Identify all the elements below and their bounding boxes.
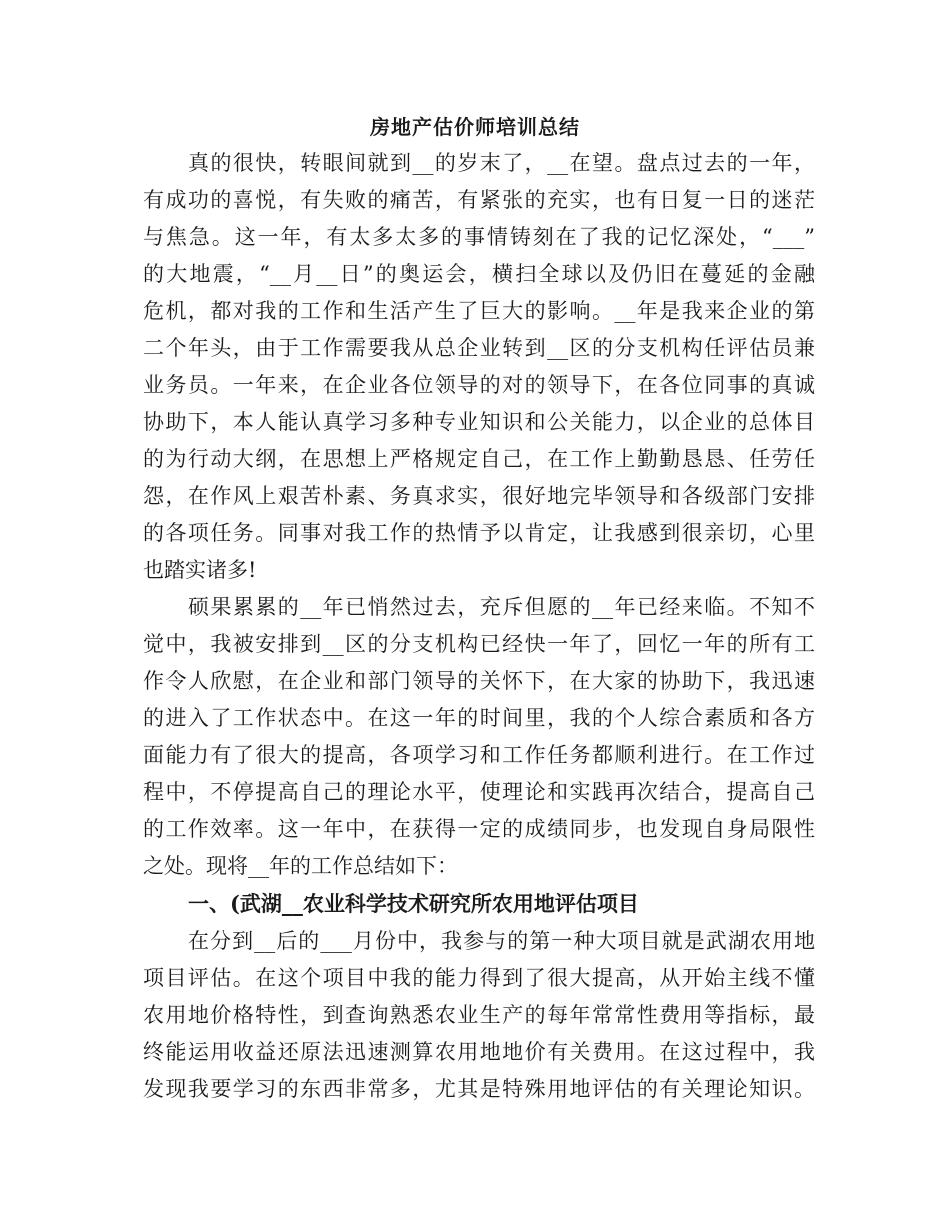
paragraph-line: 程中，不停提高自己的理论水平，使理论和实践再次结合，提高自己: [143, 780, 815, 804]
paragraph-line: 协助下，本人能认真学习多种专业知识和公关能力，以企业的总体目: [143, 410, 815, 434]
paragraph-line: 项目评估。在这个项目中我的能力得到了很大提高，从开始主线不懂: [143, 966, 815, 990]
paragraph-line: 的为行动大纲，在思想上严格规定自己，在工作上勤勤恳恳、任劳任: [143, 447, 815, 471]
paragraph-line: 有成功的喜悦，有失败的痛苦，有紧张的充实，也有日复一日的迷茫: [143, 188, 815, 212]
section-heading: 一、(武湖__农业科学技术研究所农用地评估项目: [188, 891, 639, 916]
paragraph-line: 怨，在作风上艰苦朴素、务真求实，很好地完毕领导和各级部门安排: [143, 484, 815, 508]
paragraph-line: 与焦急。这一年，有太多太多的事情铸刻在了我的记忆深处，“___”: [143, 225, 815, 249]
paragraph-line: 也踏实诸多!: [143, 558, 257, 582]
paragraph-line: 终能运用收益还原法迅速测算农用地地价有关费用。在这过程中，我: [143, 1040, 815, 1064]
paragraph-line: 农用地价格特性，到查询熟悉农业生产的每年常常性费用等指标，最: [143, 1003, 815, 1027]
paragraph-line: 作令人欣慰，在企业和部门领导的关怀下，在大家的协助下，我迅速: [143, 669, 815, 693]
paragraph-line: 面能力有了很大的提高，各项学习和工作任务都顺利进行。在工作过: [143, 743, 815, 767]
paragraph-line: 的工作效率。这一年中，在获得一定的成绩同步，也发现自身局限性: [143, 817, 815, 841]
paragraph-line: 硕果累累的__年已悄然过去，充斥但愿的__年已经来临。不知不: [188, 595, 815, 619]
paragraph-line: 危机，都对我的工作和生活产生了巨大的影响。__年是我来企业的第: [143, 299, 815, 323]
paragraph-line: 之处。现将__年的工作总结如下：: [143, 854, 458, 878]
paragraph-line: 业务员。一年来，在企业各位领导的对的领导下，在各位同事的真诚: [143, 373, 815, 397]
paragraph-line: 的各项任务。同事对我工作的热情予以肯定，让我感到很亲切，心里: [143, 521, 815, 545]
paragraph-line: 在分到__后的___月份中，我参与的第一种大项目就是武湖农用地: [188, 929, 815, 953]
paragraph-line: 二个年头，由于工作需要我从总企业转到__区的分支机构任评估员兼: [143, 336, 815, 360]
paragraph-line: 的大地震，“__月__日”的奥运会，横扫全球以及仍旧在蔓延的金融: [143, 262, 815, 286]
paragraph-line: 发现我要学习的东西非常多，尤其是特殊用地评估的有关理论知识。: [143, 1077, 815, 1101]
document-title: 房地产估价师培训总结: [370, 115, 580, 139]
paragraph-line: 真的很快，转眼间就到__的岁末了，__在望。盘点过去的一年，: [188, 151, 815, 175]
paragraph-line: 觉中，我被安排到__区的分支机构已经快一年了，回忆一年的所有工: [143, 632, 815, 656]
paragraph-line: 的进入了工作状态中。在这一年的时间里，我的个人综合素质和各方: [143, 706, 815, 730]
